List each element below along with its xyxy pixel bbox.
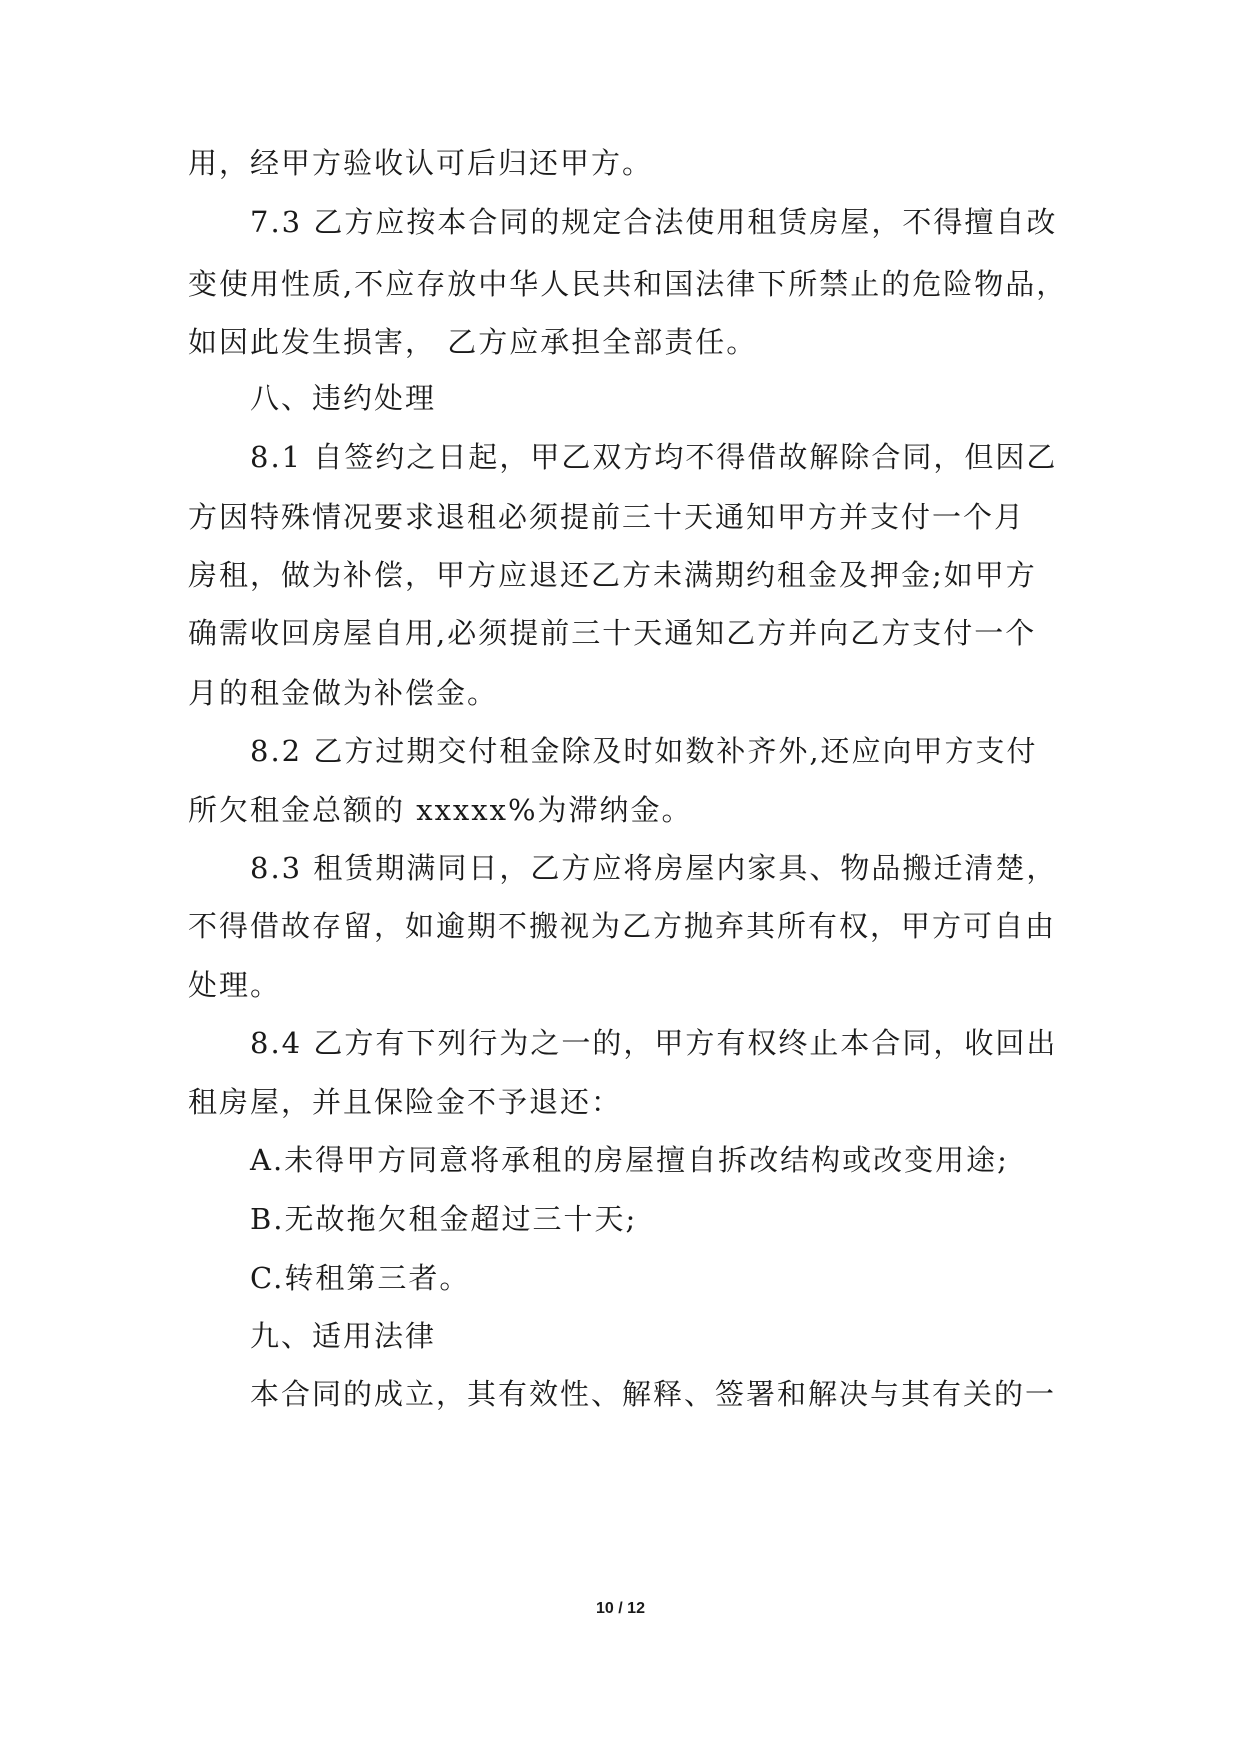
text-line: 如因此发生损害， 乙方应承担全部责任。 [188,325,758,359]
list-item: C.转租第三者。 [250,1261,471,1295]
text-line: 变使用性质,不应存放中华人民共和国法律下所禁止的危险物品， [188,267,1068,301]
text-line: 租房屋，并且保险金不予退还： [188,1085,623,1119]
text-line: 确需收回房屋自用,必须提前三十天通知乙方并向乙方支付一个 [188,616,1037,650]
text-line: 方因特殊情况要求退租必须提前三十天通知甲方并支付一个月 [188,500,1026,534]
section-heading: 八、违约处理 [250,381,437,415]
text-line: 8.1 自签约之日起，甲乙双方均不得借故解除合同，但因乙 [250,440,1058,474]
text-line: 房租，做为补偿，甲方应退还乙方未满期约租金及押金;如甲方 [188,558,1037,592]
list-item: A.未得甲方同意将承租的房屋擅自拆改结构或改变用途; [250,1143,1009,1177]
section-heading: 九、适用法律 [250,1319,437,1353]
text-line: 7.3 乙方应按本合同的规定合法使用租赁房屋，不得擅自改 [250,205,1058,239]
text-line: 处理。 [188,968,282,1002]
text-line: 用，经甲方验收认可后归还甲方。 [188,146,654,180]
text-line: 8.3 租赁期满同日，乙方应将房屋内家具、物品搬迁清楚， [250,851,1058,885]
text-line: 所欠租金总额的 xxxxx%为滞纳金。 [188,793,693,827]
list-item: B.无故拖欠租金超过三十天; [250,1202,638,1236]
text-line: 本合同的成立，其有效性、解释、签署和解决与其有关的一 [250,1377,1057,1411]
page-number: 10 / 12 [596,1600,645,1617]
text-line: 月的租金做为补偿金。 [188,676,499,710]
text-line: 8.4 乙方有下列行为之一的，甲方有权终止本合同，收回出 [250,1026,1058,1060]
text-line: 不得借故存留，如逾期不搬视为乙方抛弃其所有权，甲方可自由 [188,909,1057,943]
text-line: 8.2 乙方过期交付租金除及时如数补齐外,还应向甲方支付 [250,734,1038,768]
